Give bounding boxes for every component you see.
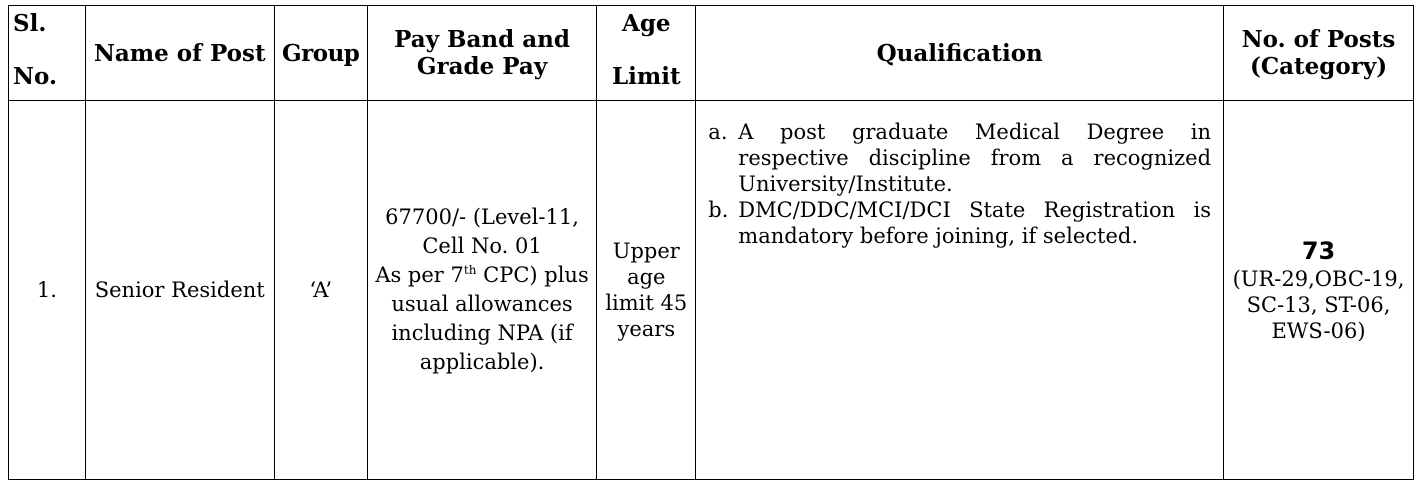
pay-superscript: th xyxy=(463,263,477,277)
header-row xyxy=(9,6,1414,101)
cell-qualification xyxy=(696,101,1224,480)
header-name-of-post: Name of Post xyxy=(85,6,274,101)
header-age-top: Age xyxy=(622,10,671,37)
header-sl-no xyxy=(9,6,86,101)
header-age-bottom: Limit xyxy=(611,63,681,90)
pay-line2b: CPC) plus usual allowances including NPA (if applicable). xyxy=(391,263,589,374)
cell-pay-band xyxy=(367,101,597,480)
cell-age-limit: Upper age limit 45 years xyxy=(597,101,696,480)
qualification-list xyxy=(708,119,1211,249)
header-group: Group xyxy=(274,6,367,101)
qualification-marker: a. xyxy=(708,120,728,144)
header-sl-bottom: No. xyxy=(13,63,57,90)
header-age-limit xyxy=(597,6,696,101)
posts-category: (UR-29,OBC-19, SC-13, ST-06, EWS-06) xyxy=(1232,267,1405,343)
recruitment-table xyxy=(8,5,1414,480)
cell-group: ‘A’ xyxy=(274,101,367,480)
header-pay-band: Pay Band and Grade Pay xyxy=(367,6,597,101)
recruitment-table-container xyxy=(8,5,1414,480)
header-qualification: Qualification xyxy=(696,6,1224,101)
table-row xyxy=(9,101,1414,480)
qualification-marker: b. xyxy=(708,198,729,222)
header-sl-top: Sl. xyxy=(13,10,47,37)
pay-line2a: As per 7 xyxy=(375,263,464,287)
qualification-item xyxy=(708,197,1211,249)
cell-no-of-posts xyxy=(1224,101,1414,480)
posts-count: 73 xyxy=(1301,237,1336,265)
header-no-of-posts: No. of Posts (Category) xyxy=(1224,6,1414,101)
qualification-item xyxy=(708,119,1211,197)
cell-sl-no: 1. xyxy=(9,101,86,480)
qualification-text: DMC/DDC/MCI/DCI State Registration is mandatory before joining, if selected. xyxy=(738,198,1212,248)
qualification-text: A post graduate Medical Degree in respective discipline from a recognized University/Institute. xyxy=(738,120,1212,196)
cell-name-of-post: Senior Resident xyxy=(85,101,274,480)
pay-line1: 67700/- (Level-11, Cell No. 01 xyxy=(385,205,579,258)
